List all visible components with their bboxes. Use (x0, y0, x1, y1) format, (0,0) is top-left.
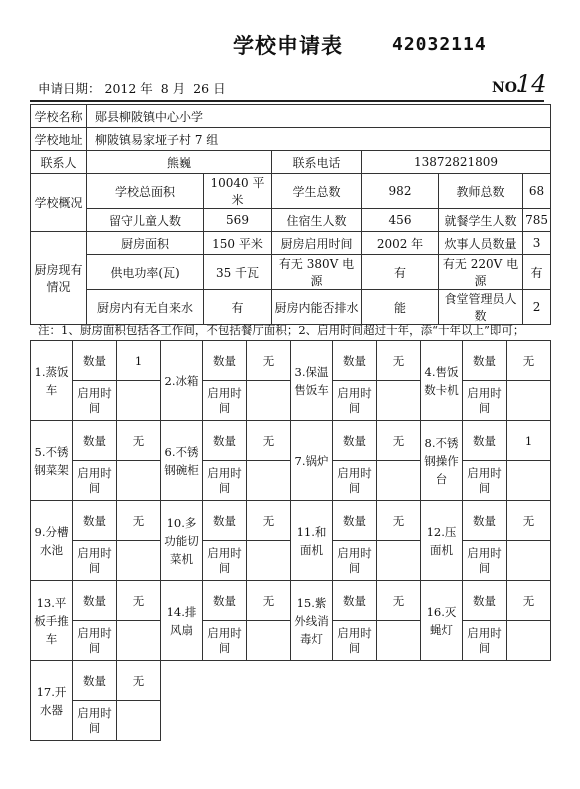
start-date-value (247, 621, 291, 661)
quantity-label: 数量 (333, 341, 377, 381)
start-date-value (247, 381, 291, 421)
start-date-label: 启用时间 (333, 621, 377, 661)
start-date-label: 启用时间 (203, 621, 247, 661)
quantity-value: 无 (117, 661, 161, 701)
apply-date (38, 79, 226, 97)
start-date-label: 启用时间 (463, 621, 507, 661)
contact-label: 联系人 (31, 151, 87, 174)
water-label: 厨房内有无自来水 (87, 290, 204, 325)
quantity-label: 数量 (73, 501, 117, 541)
quantity-label: 数量 (463, 341, 507, 381)
boarders-count: 456 (362, 209, 439, 232)
quantity-label: 数量 (73, 341, 117, 381)
start-date-value (117, 461, 161, 501)
quantity-label: 数量 (333, 501, 377, 541)
start-date-label: 启用时间 (203, 381, 247, 421)
start-date-label: 启用时间 (73, 381, 117, 421)
power-label: 供电功率(瓦) (87, 255, 204, 290)
school-address-label: 学校地址 (31, 128, 87, 151)
start-date-label: 启用时间 (333, 541, 377, 581)
equipment-row (31, 501, 551, 541)
quantity-value: 无 (117, 581, 161, 621)
quantity-value: 无 (507, 501, 551, 541)
teachers-count: 68 (523, 174, 551, 209)
managers-count: 2 (523, 290, 551, 325)
school-address: 柳陂镇易家垭子村 7 组 (87, 128, 551, 151)
equipment-name: 6.不锈钢碗柜 (161, 421, 203, 501)
form-title: 学校申请表 (233, 33, 343, 58)
kitchen-label: 厨房现有情况 (31, 232, 87, 325)
no-value: 14 (516, 70, 547, 98)
quantity-label: 数量 (203, 581, 247, 621)
year-unit: 年 (140, 81, 153, 96)
quantity-value: 无 (117, 421, 161, 461)
apply-day: 26 (193, 81, 210, 96)
diners-label: 就餐学生人数 (439, 209, 523, 232)
equipment-name: 15.紫外线消毒灯 (291, 581, 333, 661)
start-date-label: 启用时间 (203, 461, 247, 501)
start-date-value (377, 461, 421, 501)
equipment-row (31, 661, 551, 701)
quantity-label: 数量 (73, 421, 117, 461)
students-count: 982 (362, 174, 439, 209)
quantity-label: 数量 (73, 661, 117, 701)
equipment-name: 10.多功能切菜机 (161, 501, 203, 581)
start-date-label: 启用时间 (73, 701, 117, 741)
quantity-label: 数量 (463, 501, 507, 541)
quantity-label: 数量 (203, 421, 247, 461)
overview-label: 学校概况 (31, 174, 87, 232)
v220-value: 有 (523, 255, 551, 290)
start-date-value (377, 381, 421, 421)
drain-value: 能 (362, 290, 439, 325)
start-date-value (507, 461, 551, 501)
quantity-label: 数量 (203, 341, 247, 381)
month-unit: 月 (172, 81, 186, 96)
phone-number: 13872821809 (362, 151, 551, 174)
start-date-label: 启用时间 (203, 541, 247, 581)
quantity-value: 无 (377, 501, 421, 541)
empty-area (161, 661, 551, 741)
quantity-label: 数量 (333, 581, 377, 621)
start-date-value (117, 621, 161, 661)
diners-count: 785 (523, 209, 551, 232)
phone-label: 联系电话 (272, 151, 362, 174)
equipment-row (31, 421, 551, 461)
quantity-value: 无 (507, 341, 551, 381)
start-date-value (117, 381, 161, 421)
quantity-value: 无 (117, 501, 161, 541)
start-date-value (507, 381, 551, 421)
form-number: 42032114 (392, 34, 487, 55)
school-info-table (30, 104, 551, 325)
start-date-label: 启用时间 (333, 461, 377, 501)
quantity-label: 数量 (73, 581, 117, 621)
start-date-value (507, 621, 551, 661)
start-date-label: 启用时间 (463, 381, 507, 421)
start-date-label: 启用时间 (73, 461, 117, 501)
start-date-value (247, 461, 291, 501)
equipment-table (30, 340, 551, 741)
cooks-count: 3 (523, 232, 551, 255)
quantity-value: 无 (247, 421, 291, 461)
school-name: 郧县柳陂镇中心小学 (87, 105, 551, 128)
kitchen-area-label: 厨房面积 (87, 232, 204, 255)
quantity-value: 无 (247, 581, 291, 621)
equipment-name: 8.不锈钢操作台 (421, 421, 463, 501)
start-date-label: 启用时间 (463, 461, 507, 501)
quantity-value: 无 (377, 341, 421, 381)
drain-label: 厨房内能否排水 (272, 290, 362, 325)
quantity-value: 无 (247, 501, 291, 541)
equipment-name: 4.售饭数卡机 (421, 341, 463, 421)
start-date-value (117, 701, 161, 741)
start-date-value (247, 541, 291, 581)
equipment-name: 14.排风扇 (161, 581, 203, 661)
quantity-label: 数量 (203, 501, 247, 541)
v380-value: 有 (362, 255, 439, 290)
contact-person: 熊巍 (87, 151, 272, 174)
managers-label: 食堂管理员人数 (439, 290, 523, 325)
cooks-label: 炊事人员数量 (439, 232, 523, 255)
kitchen-area: 150 平米 (204, 232, 272, 255)
quantity-value: 无 (377, 421, 421, 461)
quantity-value: 1 (507, 421, 551, 461)
school-name-label: 学校名称 (31, 105, 87, 128)
power-value: 35 千瓦 (204, 255, 272, 290)
kitchen-start-label: 厨房启用时间 (272, 232, 362, 255)
equipment-name: 17.开水器 (31, 661, 73, 741)
start-date-value (507, 541, 551, 581)
kitchen-start: 2002 年 (362, 232, 439, 255)
start-date-label: 启用时间 (73, 541, 117, 581)
start-date-value (377, 541, 421, 581)
equipment-row (31, 581, 551, 621)
students-label: 学生总数 (272, 174, 362, 209)
header-rule (30, 100, 544, 102)
apply-date-label: 申请日期： (38, 81, 101, 96)
start-date-label: 启用时间 (73, 621, 117, 661)
equipment-name: 5.不锈钢菜架 (31, 421, 73, 501)
no-label: NO. (492, 80, 522, 96)
v220-label: 有无 220V 电源 (439, 255, 523, 290)
equipment-name: 11.和面机 (291, 501, 333, 581)
quantity-value: 无 (247, 341, 291, 381)
equipment-name: 12.压面机 (421, 501, 463, 581)
teachers-label: 教师总数 (439, 174, 523, 209)
equipment-name: 1.蒸饭车 (31, 341, 73, 421)
quantity-value: 无 (377, 581, 421, 621)
quantity-label: 数量 (463, 581, 507, 621)
water-value: 有 (204, 290, 272, 325)
quantity-label: 数量 (333, 421, 377, 461)
apply-month: 8 (160, 81, 169, 96)
start-date-label: 启用时间 (463, 541, 507, 581)
equipment-name: 16.灭蝇灯 (421, 581, 463, 661)
left-behind-label: 留守儿童人数 (87, 209, 204, 232)
equipment-name: 7.锅炉 (291, 421, 333, 501)
left-behind-count: 569 (204, 209, 272, 232)
day-unit: 日 (213, 81, 226, 96)
quantity-value: 1 (117, 341, 161, 381)
table-note: 注：1、厨房面积包括各工作间，不包括餐厅面积；2、启用时间超过十年，添“十年以上”即可； (38, 323, 525, 337)
apply-year: 2012 (104, 81, 137, 96)
start-date-label: 启用时间 (333, 381, 377, 421)
equipment-name: 3.保温售饭车 (291, 341, 333, 421)
boarders-label: 住宿生人数 (272, 209, 362, 232)
quantity-value: 无 (507, 581, 551, 621)
start-date-value (377, 621, 421, 661)
equipment-name: 9.分槽水池 (31, 501, 73, 581)
school-area-label: 学校总面积 (87, 174, 204, 209)
equipment-name: 13.平板手推车 (31, 581, 73, 661)
v380-label: 有无 380V 电源 (272, 255, 362, 290)
equipment-name: 2.冰箱 (161, 341, 203, 421)
quantity-label: 数量 (463, 421, 507, 461)
school-area: 10040 平米 (204, 174, 272, 209)
start-date-value (117, 541, 161, 581)
equipment-row (31, 341, 551, 381)
